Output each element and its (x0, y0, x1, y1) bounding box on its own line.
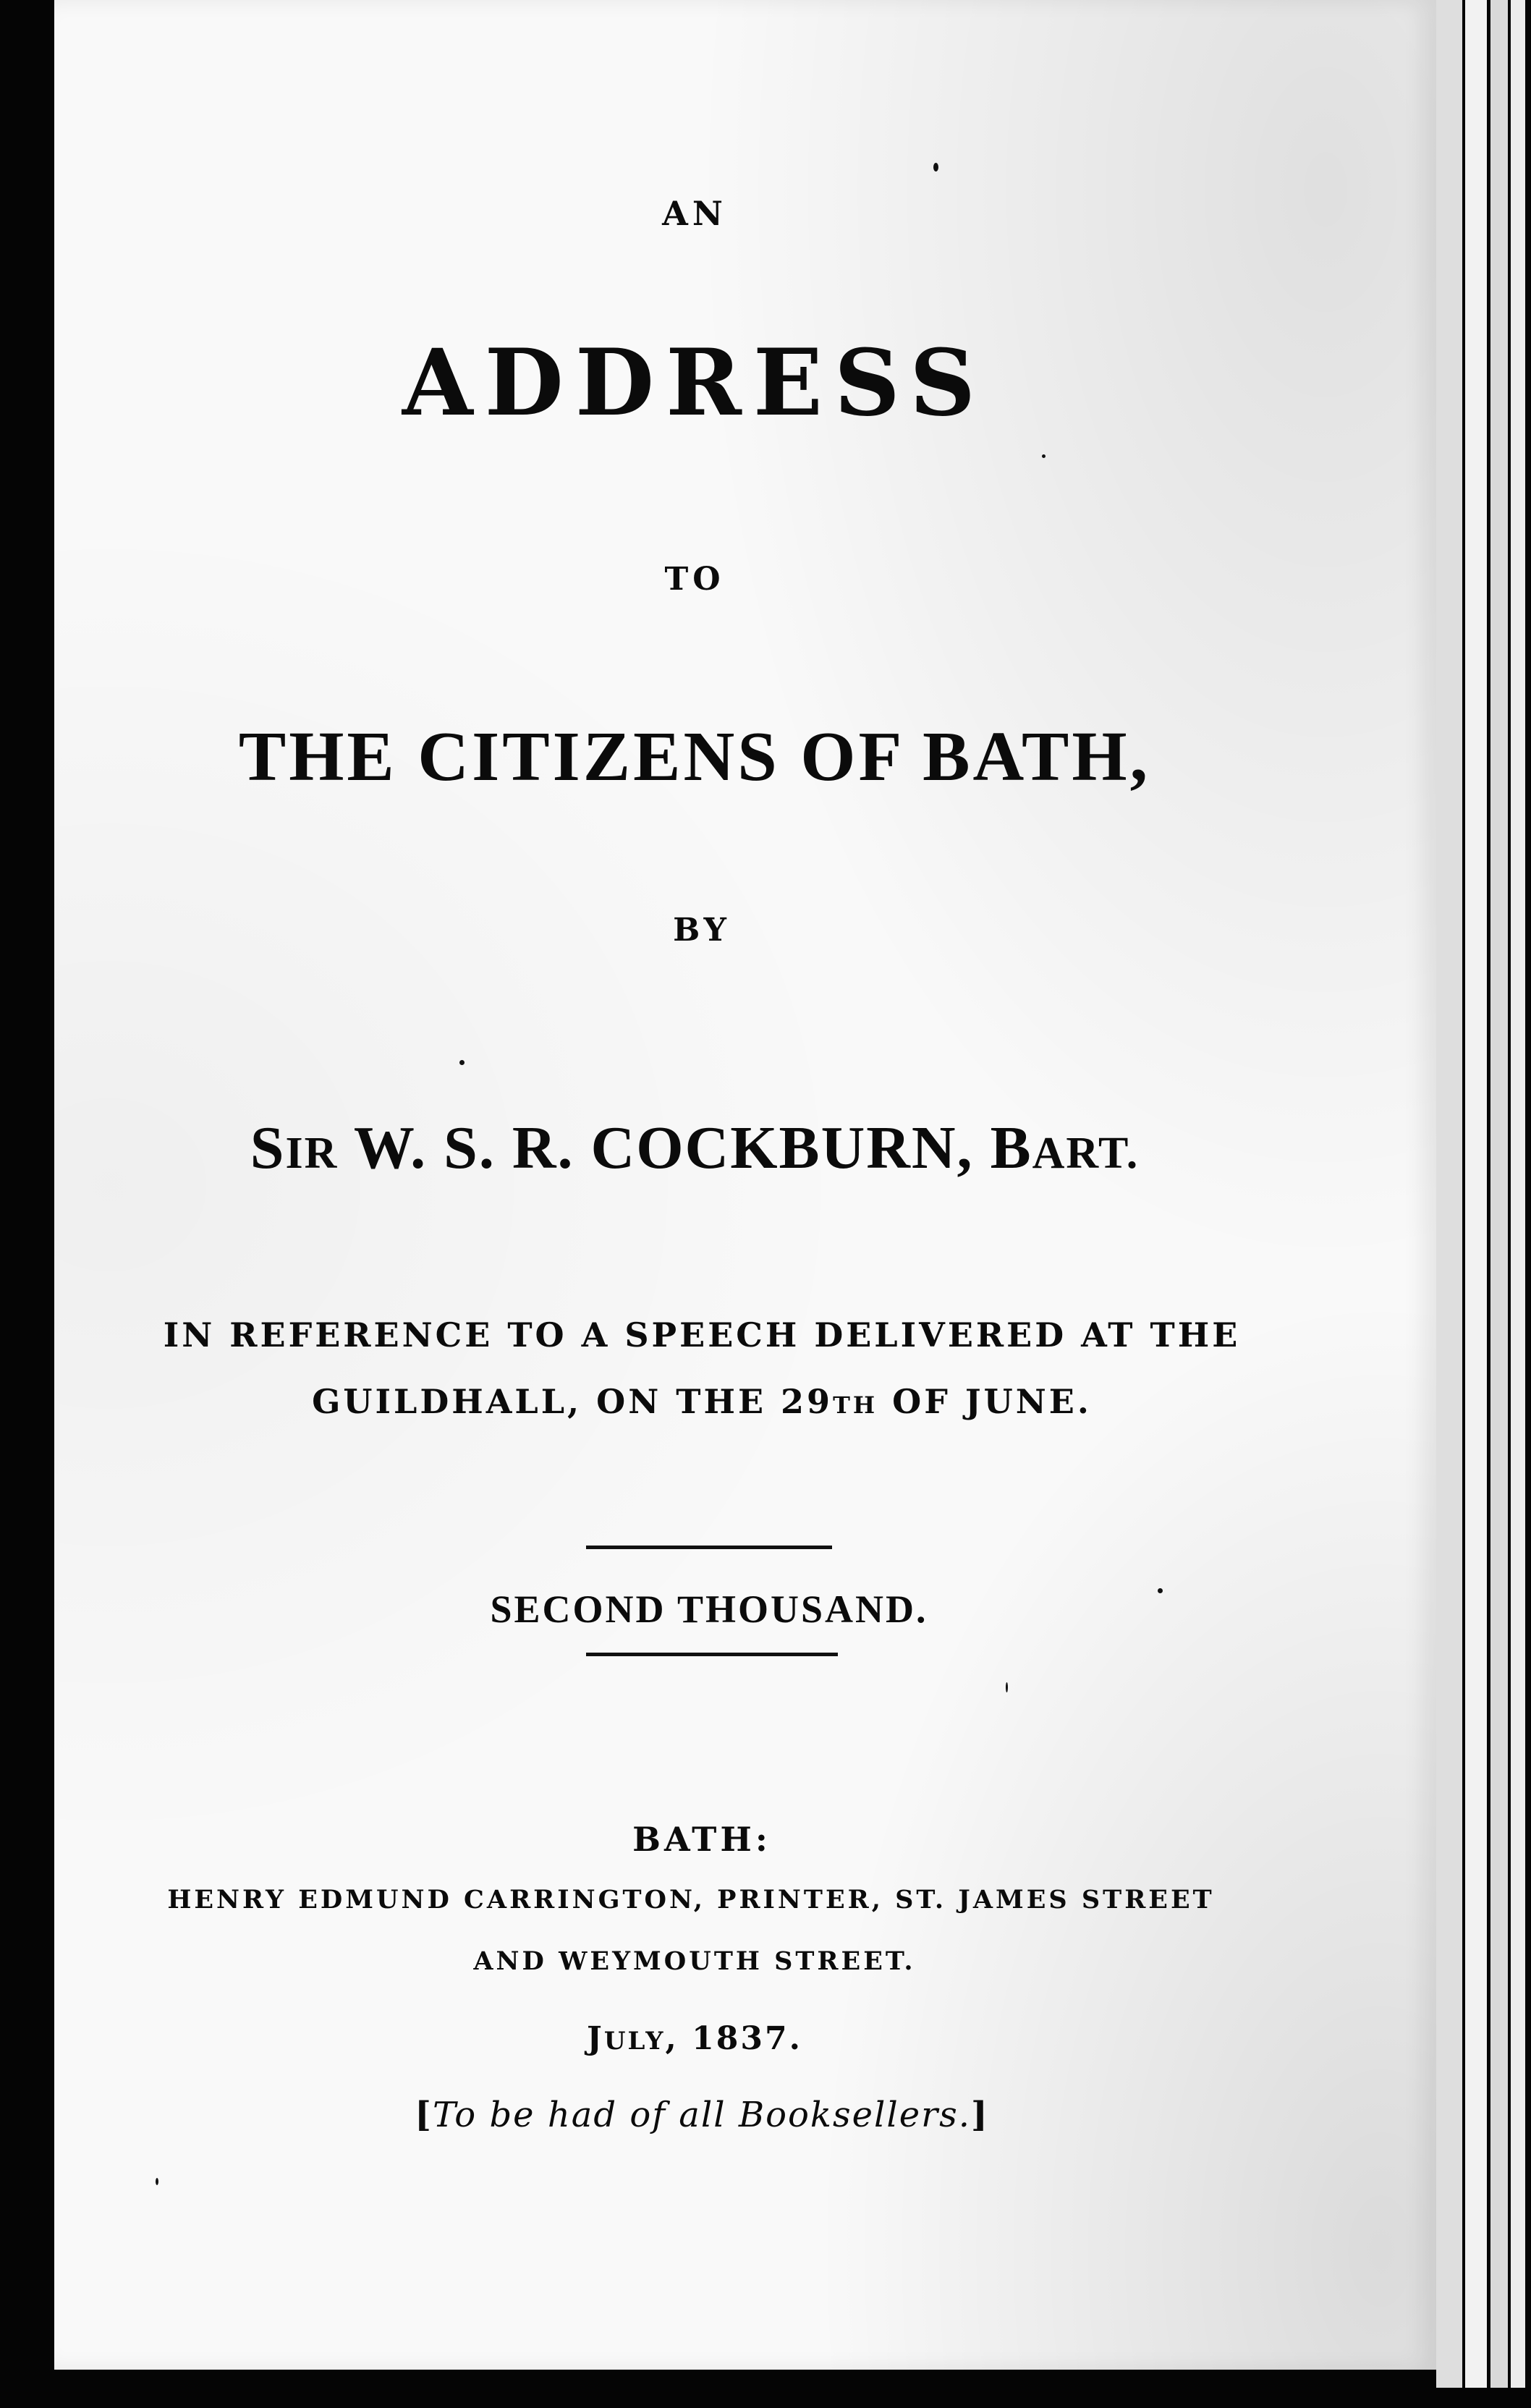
bracket-open: [ (415, 2095, 433, 2135)
date-rest: ULY (603, 2027, 666, 2056)
booksellers-text: To be had of all Booksellers. (433, 2095, 971, 2135)
author-sir-initial: S (250, 1114, 286, 1182)
title-an: AN (662, 194, 727, 233)
title-page (54, 0, 1436, 2370)
reference-line-2 (11, 1382, 1393, 1421)
imprint-place: BATH: (632, 1820, 771, 1859)
title-address: ADDRESS (402, 329, 988, 436)
ink-speck (933, 163, 938, 171)
date-year: , 1837. (665, 2020, 802, 2057)
author-line (4, 1113, 1386, 1183)
ink-speck (1042, 454, 1046, 458)
ink-speck (156, 2178, 158, 2185)
page-edge (1511, 0, 1525, 2388)
imprint-date (4, 2020, 1386, 2057)
ink-speck (1006, 1682, 1008, 1692)
author-bart-initial: B (990, 1114, 1032, 1182)
reference-line-2-sup: TH (833, 1391, 878, 1419)
author-sir-rest: IR (285, 1129, 339, 1178)
page-edge (1436, 0, 1462, 2388)
title-to: TO (664, 561, 725, 598)
ink-speck (459, 1060, 465, 1065)
reference-line-2-end: OF JUNE. (878, 1382, 1092, 1421)
printer-line-2: AND WEYMOUTH STREET. (473, 1946, 916, 1976)
ink-speck (1158, 1588, 1163, 1593)
reference-line-2-start: GUILDHALL, ON THE 29 (312, 1382, 834, 1421)
date-initial: J (587, 2020, 604, 2057)
reference-line-1: IN REFERENCE TO A SPEECH DELIVERED AT THE (163, 1315, 1241, 1354)
bracket-close: ] (971, 2095, 989, 2135)
title-citizens: THE CITIZENS OF BATH, (238, 718, 1151, 796)
divider-bottom (586, 1653, 838, 1656)
author-name: W. S. R. COCKBURN, (338, 1114, 991, 1182)
edition: SECOND THOUSAND. (490, 1587, 928, 1631)
page-edge (1465, 0, 1487, 2388)
divider-top (586, 1546, 832, 1549)
by-line: BY (673, 912, 731, 949)
booksellers-note (11, 2095, 1393, 2135)
page-edge (1490, 0, 1508, 2388)
printer-line-1: HENRY EDMUND CARRINGTON, PRINTER, ST. JAMES STREET (167, 1885, 1215, 1915)
author-bart-rest: ART. (1032, 1129, 1140, 1178)
